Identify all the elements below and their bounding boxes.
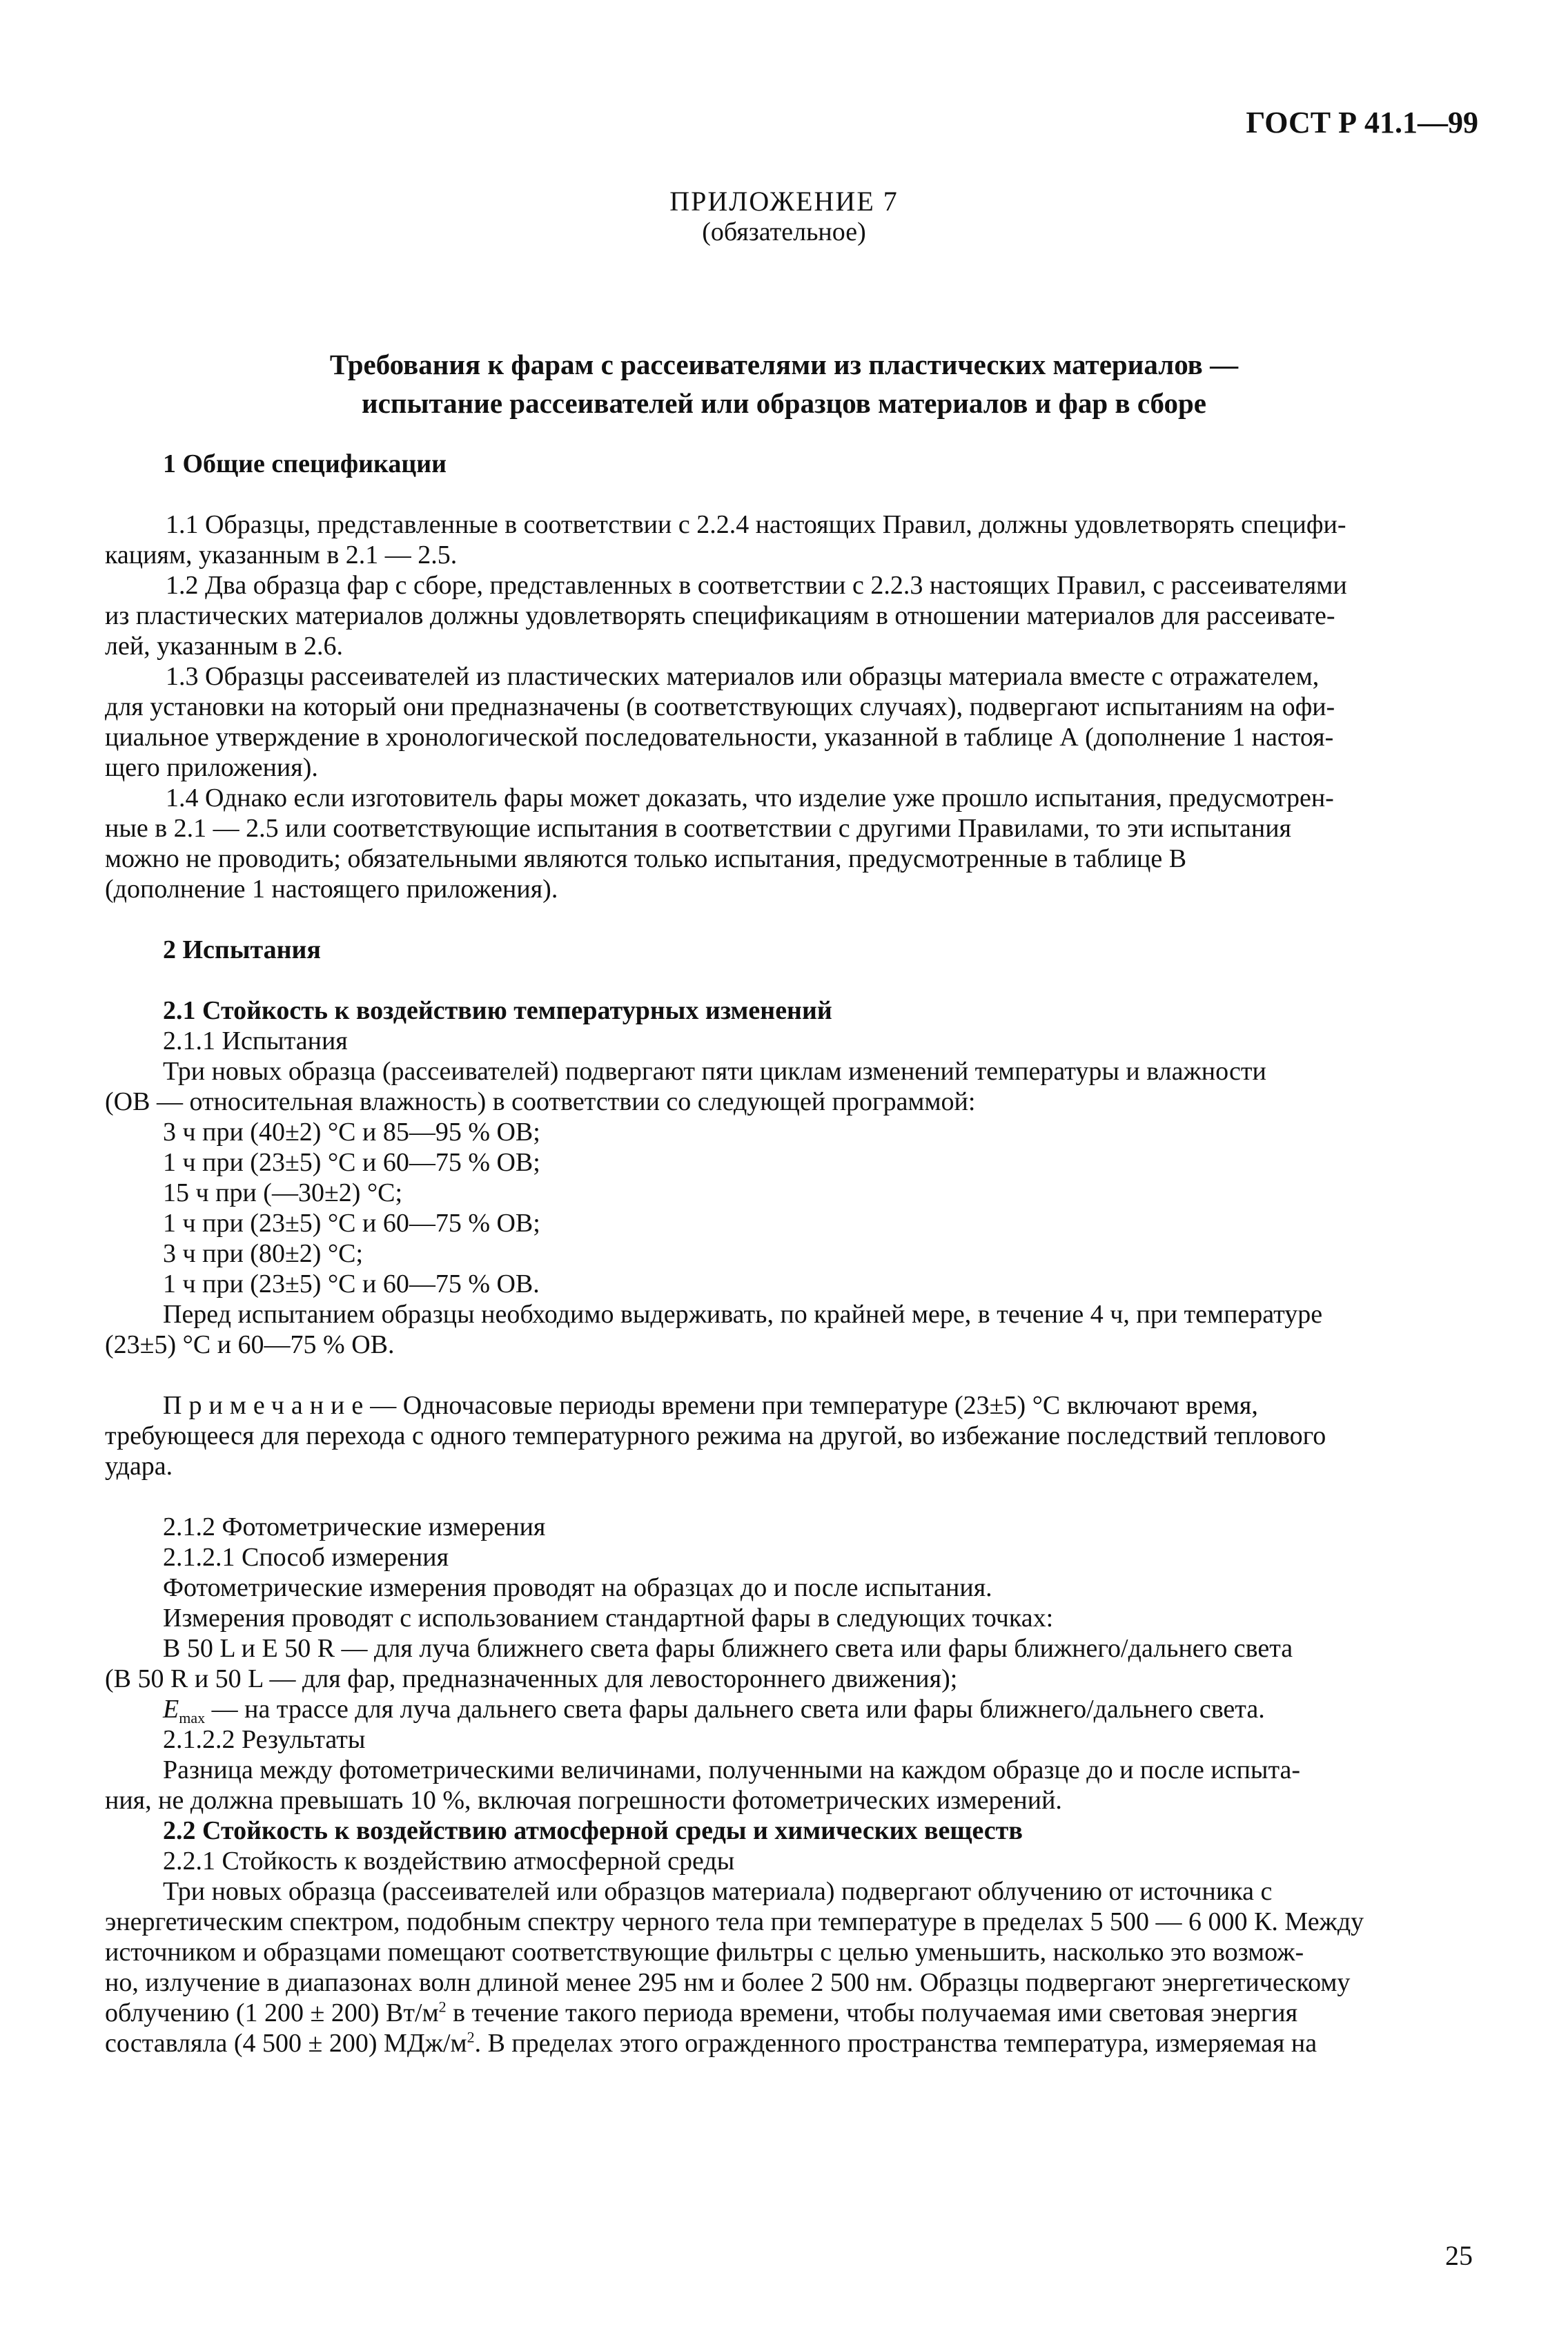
text-line: 2.1.2 Фотометрические измерения	[163, 1512, 546, 1541]
text-line: (23±5) °С и 60—75 % ОВ.	[105, 1330, 395, 1359]
note-text: — Одночасовые периоды времени при температуре (23±5) °С включают время,	[370, 1391, 1258, 1420]
text-line: 2.1.1 Испытания	[163, 1026, 348, 1055]
text-line: ные в 2.1 — 2.5 или соответствующие испытания в соответствии с другими Правилами, то эти испытания	[105, 814, 1292, 843]
annex-subtitle: (обязательное)	[702, 217, 866, 246]
superscript: 2	[467, 2028, 475, 2046]
text-line: Три новых образца (рассеивателей или образцов материала) подвергают облучению от источника с	[163, 1877, 1273, 1906]
text-line	[105, 1998, 1477, 2028]
emax-symbol: E	[163, 1695, 179, 1724]
text-line: щего приложения).	[105, 753, 318, 782]
text-line: В 50 L и Е 50 R — для луча ближнего света фары ближнего света или фары ближнего/дальнего света	[163, 1634, 1293, 1663]
text-line: (ОВ — относительная влажность) в соответствии со следующей программой:	[105, 1087, 976, 1116]
subsection-2-1-heading: 2.1 Стойкость к воздействию температурных изменений	[163, 996, 832, 1025]
document-id: ГОСТ Р 41.1—99	[1246, 106, 1478, 139]
page-number: 25	[1445, 2240, 1473, 2271]
text-line: 1.3 Образцы рассеивателей из пластических материалов или образцы материала вместе с отражателем,	[166, 662, 1320, 691]
note-label: Примечание	[163, 1391, 371, 1420]
text-line: 2.2.1 Стойкость к воздействию атмосферной среды	[163, 1847, 735, 1876]
text-fragment: в течение такого периода времени, чтобы получаемая ими световая энергия	[446, 1998, 1298, 2027]
text-line: лей, указанным в 2.6.	[105, 632, 343, 661]
text-fragment: облучению (1 200 ± 200) Вт/м	[105, 1998, 439, 2027]
text-line: 2.1.2.2 Результаты	[163, 1725, 366, 1754]
text-line: можно не проводить; обязательными являются только испытания, предусмотренные в таблице В	[105, 844, 1187, 873]
main-title-line: испытание рассеивателей или образцов материалов и фар в сборе	[362, 387, 1206, 419]
text-line: кациям, указанным в 2.1 — 2.5.	[105, 541, 458, 570]
program-item: 1 ч при (23±5) °С и 60—75 % ОВ;	[163, 1209, 540, 1238]
text-line: Фотометрические измерения проводят на образцах до и после испытания.	[163, 1573, 992, 1602]
text-line: (дополнение 1 настоящего приложения).	[105, 875, 558, 904]
body-text	[105, 449, 1477, 2058]
emax-subscript: max	[179, 1709, 206, 1726]
annex-heading	[0, 186, 1568, 247]
text-line: из пластических материалов должны удовлетворять спецификациям в отношении материалов для рассеивате-	[105, 601, 1335, 630]
text-fragment: — на трассе для луча дальнего света фары дальнего света или фары ближнего/дальнего света.	[205, 1695, 1265, 1724]
main-title	[0, 345, 1568, 422]
superscript: 2	[438, 1998, 447, 2016]
text-fragment: . В пределах этого огражденного пространства температура, измеряемая на	[474, 2029, 1317, 2058]
text-line: удара.	[105, 1452, 173, 1481]
program-item: 1 ч при (23±5) °С и 60—75 % ОВ;	[163, 1148, 540, 1177]
program-item: 1 ч при (23±5) °С и 60—75 % ОВ.	[163, 1269, 540, 1298]
program-item: 15 ч при (—30±2) °С;	[163, 1178, 403, 1207]
text-line: Три новых образца (рассеивателей) подвергают пяти циклам изменений температуры и влажности	[163, 1057, 1266, 1086]
text-line: для установки на который они предназначены (в соответствующих случаях), подвергают испытаниям на офи-	[105, 692, 1335, 721]
text-line: Измерения проводят с использованием стандартной фары в следующих точках:	[163, 1604, 1054, 1633]
text-line: источником и образцами помещают соответствующие фильтры с целью уменьшить, насколько это возмож-	[105, 1938, 1304, 1967]
text-line: (В 50 R и 50 L — для фар, предназначенных для левостороннего движения);	[105, 1664, 958, 1693]
annex-title: ПРИЛОЖЕНИЕ 7	[669, 186, 899, 217]
text-line	[163, 1694, 1477, 1724]
section-2-heading: 2 Испытания	[163, 935, 321, 964]
text-line: энергетическим спектром, подобным спектру черного тела при температуре в пределах 5 500 — 6 000 К. Между	[105, 1907, 1364, 1936]
text-line: 1.1 Образцы, представленные в соответствии с 2.2.4 настоящих Правил, должны удовлетворять специфи-	[166, 510, 1346, 539]
subsection-2-2-heading: 2.2 Стойкость к воздействию атмосферной среды и химических веществ	[163, 1816, 1023, 1845]
text-line: Перед испытанием образцы необходимо выдерживать, по крайней мере, в течение 4 ч, при температуре	[163, 1300, 1323, 1329]
text-line: ния, не должна превышать 10 %, включая погрешности фотометрических измерений.	[105, 1786, 1062, 1815]
program-item: 3 ч при (80±2) °С;	[163, 1239, 364, 1268]
text-line	[105, 2028, 1477, 2058]
text-line: 1.2 Два образца фар с сборе, представленных в соответствии с 2.2.3 настоящих Правил, с рассеивателями	[166, 571, 1347, 600]
text-line: требующееся для перехода с одного температурного режима на другой, во избежание последствий теплового	[105, 1421, 1326, 1450]
program-item: 3 ч при (40±2) °С и 85—95 % ОВ;	[163, 1118, 540, 1147]
text-fragment: составляла (4 500 ± 200) МДж/м	[105, 2029, 467, 2058]
text-line: 1.4 Однако если изготовитель фары может доказать, что изделие уже прошло испытания, предусмотрен-	[166, 783, 1334, 812]
section-1-heading: 1 Общие спецификации	[163, 449, 447, 478]
text-line: Разница между фотометрическими величинами, полученными на каждом образце до и после испыта-	[163, 1755, 1301, 1784]
text-line: циальное утверждение в хронологической последовательности, указанной в таблице А (дополнение 1 настоя-	[105, 723, 1334, 752]
text-line: но, излучение в диапазонах волн длиной менее 295 нм и более 2 500 нм. Образцы подвергают энергетическому	[105, 1968, 1351, 1997]
main-title-line: Требования к фарам с рассеивателями из пластических материалов —	[329, 349, 1239, 380]
text-line: 2.1.2.1 Способ измерения	[163, 1543, 449, 1572]
note	[163, 1390, 1477, 1421]
